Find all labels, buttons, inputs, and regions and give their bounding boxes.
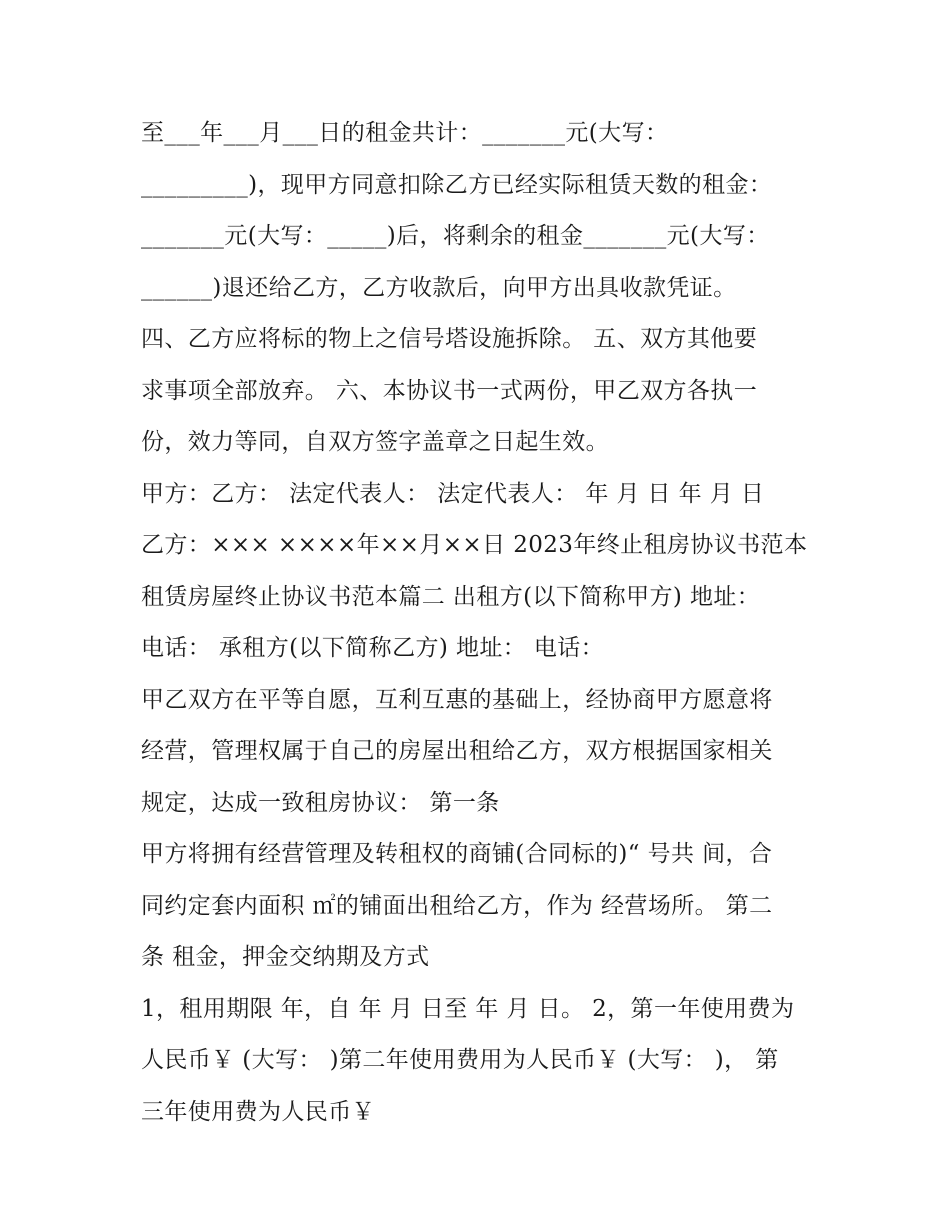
text-line: 规定，达成一致租房协议： 第一条	[141, 789, 500, 816]
text-line: 人民币￥ (大写： )第二年使用费用为人民币￥ (大写： )， 第	[141, 1047, 779, 1073]
text-line: 同约定套内面积 ㎡的铺面出租给乙方，作为 经营场所。 第二	[141, 892, 773, 919]
text-line: 份，效力等同，自双方签字盖章之日起生效。	[141, 429, 609, 455]
text-line: ______)退还给乙方，乙方收款后，向甲方出具收款凭证。	[141, 274, 737, 301]
text-line: 1，租用期限 年，自 年 月 日至 年 月 日。 2，第一年使用费为	[141, 995, 795, 1022]
document-body	[141, 108, 821, 1138]
text-line: 甲方将拥有经营管理及转租权的商铺(合同标的)“ 号共 间，合	[141, 841, 773, 867]
text-line: 电话： 承租方(以下简称乙方) 地址： 电话：	[141, 635, 605, 661]
text-line: 三年使用费为人民币￥	[141, 1098, 375, 1125]
text-line: 至___年___月___日的租金共计：_______元(大写：	[141, 120, 669, 146]
text-line: 条 租金，押金交纳期及方式	[141, 944, 430, 970]
text-line: 乙方：××× ××××年××月××日 2023年终止租房协议书范本	[141, 532, 808, 558]
section-heading-line: 租赁房屋终止协议书范本篇二 出租方(以下简称甲方) 地址：	[141, 583, 761, 610]
text-line: 求事项全部放弃。 六、本协议书一式两份，甲乙双方各执一	[141, 377, 758, 404]
signature-line: 甲方：乙方： 法定代表人： 法定代表人： 年 月 日 年 月 日	[141, 480, 765, 507]
text-line: 四、乙方应将标的物上之信号塔设施拆除。 五、双方其他要	[141, 326, 758, 352]
text-line: 经营，管理权属于自己的房屋出租给乙方，双方根据国家相关	[141, 738, 773, 764]
text-line: _______元(大写：_____)后，将剩余的租金_______元(大写：	[141, 223, 770, 249]
text-line: 甲乙双方在平等自愿，互利互惠的基础上，经协商甲方愿意将	[141, 686, 773, 713]
text-line: _________)，现甲方同意扣除乙方已经实际租赁天数的租金：	[141, 171, 773, 198]
